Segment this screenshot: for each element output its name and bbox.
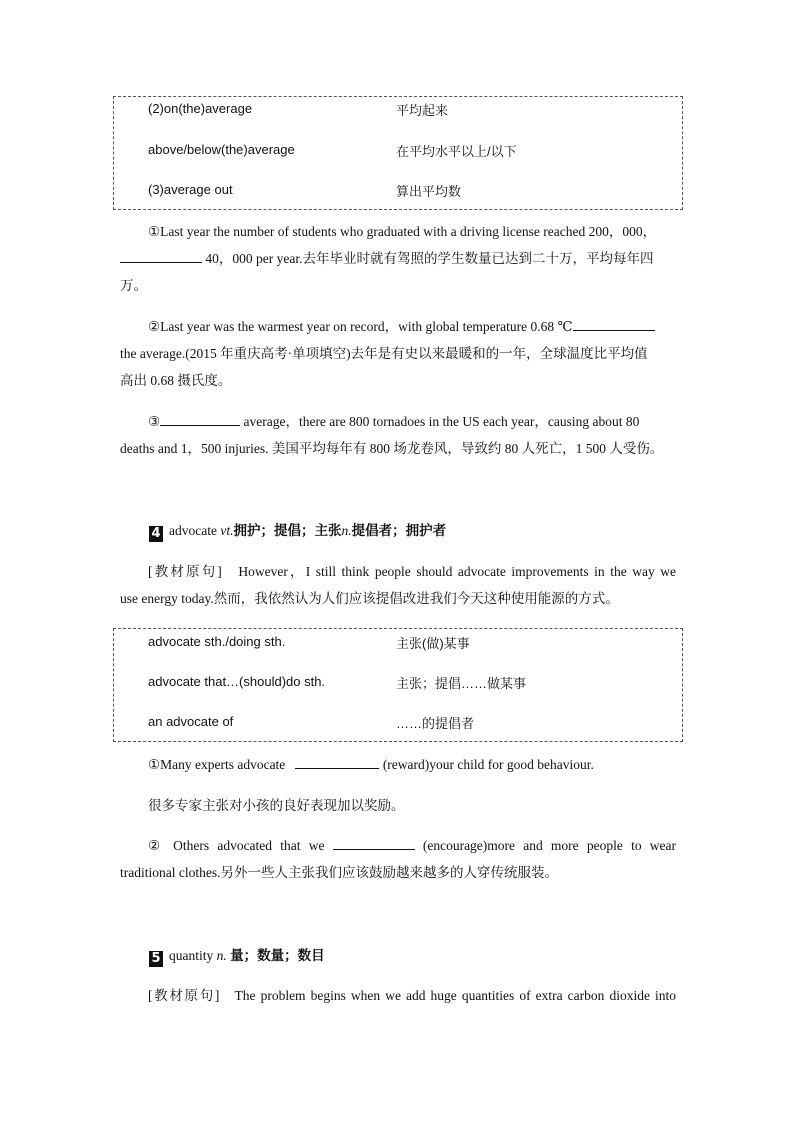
source-line (120, 982, 676, 1009)
phrase-en: (2)on(the)average (148, 101, 253, 116)
phrase-en: above/below(the)average (148, 142, 295, 157)
exercise-2 (120, 313, 676, 394)
exercise-text: average，there are 800 tornadoes in the US each year，causing about 80 (240, 414, 640, 429)
word-heading-advocate (149, 519, 446, 542)
answer-blank[interactable] (160, 412, 240, 426)
source-sentence-4 (120, 558, 676, 612)
exercise-text: ②Last year was the warmest year on record，with global temperature 0.68 ℃ (148, 319, 573, 334)
exercise-text: ①Many experts advocate (148, 757, 289, 772)
exercise-3 (120, 408, 676, 462)
part-of-speech: vt. (220, 523, 234, 538)
exercise-text: 40，000 per year.去年毕业时就有驾照的学生数量已达到二十万，平均每年四 (202, 251, 654, 266)
phrase-en: advocate that…(should)do sth. (148, 674, 326, 689)
phrase-en: advocate sth./doing sth. (148, 634, 286, 649)
phrase-zh: 算出平均数 (396, 184, 462, 199)
exercise-text: ② Others advocated that we (148, 838, 333, 853)
phrase-box-average (113, 96, 683, 210)
meaning: 量；数量；数目 (230, 948, 325, 963)
exercise-line (120, 832, 676, 859)
exercise-text: 很多专家主张对小孩的良好表现加以奖励。 (148, 798, 405, 813)
source-text: However，I still think people should advocate improvements in the way we (238, 564, 676, 579)
phrase-zh: 在平均水平以上/以下 (396, 144, 517, 159)
exercise-text: traditional clothes.另外一些人主张我们应该鼓励越来越多的人穿传统服装。 (120, 865, 558, 880)
answer-blank[interactable] (573, 317, 655, 331)
exercise-text: 高出 0.68 摄氏度。 (120, 373, 232, 388)
headword: quantity (169, 948, 214, 963)
phrase-en: an advocate of (148, 714, 234, 729)
source-label: [教材原句] (148, 988, 220, 1003)
phrase-zh: 主张(做)某事 (396, 636, 470, 651)
source-sentence-5 (120, 982, 676, 1009)
exercise-line (120, 245, 676, 272)
exercise-line (120, 751, 676, 778)
exercise-marker: ③ (148, 414, 161, 429)
phrase-zh: ……的提倡者 (396, 716, 475, 731)
exercise-line (120, 313, 676, 340)
part-of-speech: n. (216, 948, 227, 963)
source-label: [教材原句] (148, 564, 222, 579)
exercise-1 (120, 218, 676, 299)
meaning: 拥护；提倡；主张 (233, 523, 342, 538)
part-of-speech: n. (341, 523, 352, 538)
word-number-badge: 4 (149, 526, 163, 542)
word-heading-quantity (149, 944, 325, 967)
exercise-text: ①Last year the number of students who graduated with a driving license reached 200，000， (148, 224, 657, 239)
headword: advocate (169, 523, 217, 538)
source-text: use energy today.然而，我依然认为人们应该提倡改进我们今天这种使用能源的方式。 (120, 591, 619, 606)
source-text: The problem begins when we add huge quantities of extra carbon dioxide into (234, 988, 677, 1003)
exercise-text: (encourage)more and more people to wear (414, 838, 676, 853)
answer-blank[interactable] (120, 249, 202, 263)
exercise-text: deaths and 1，500 injuries. 美国平均每年有 800 场龙卷风，导致约 80 人死亡，1 500 人受伤。 (120, 441, 664, 456)
phrase-zh: 平均起来 (396, 103, 449, 118)
exercise-5 (120, 832, 676, 886)
phrase-box-advocate (113, 628, 683, 742)
phrase-zh: 主张；提倡……做某事 (396, 676, 527, 691)
exercise-line (120, 408, 676, 435)
exercise-text: (reward)your child for good behaviour. (379, 757, 594, 772)
source-line (120, 558, 676, 585)
exercise-text: the average.(2015 年重庆高考·单项填空)去年是有史以来最暖和的一年，全球温度比平均值 (120, 346, 648, 361)
exercise-4 (120, 751, 676, 778)
answer-blank[interactable] (295, 755, 379, 769)
meaning: 提倡者；拥护者 (351, 523, 447, 538)
phrase-en: (3)average out (148, 182, 233, 197)
answer-blank[interactable] (333, 836, 415, 850)
word-number-badge: 5 (149, 951, 163, 967)
exercise-text: 万。 (120, 278, 147, 293)
exercise-4-translation (120, 792, 676, 819)
